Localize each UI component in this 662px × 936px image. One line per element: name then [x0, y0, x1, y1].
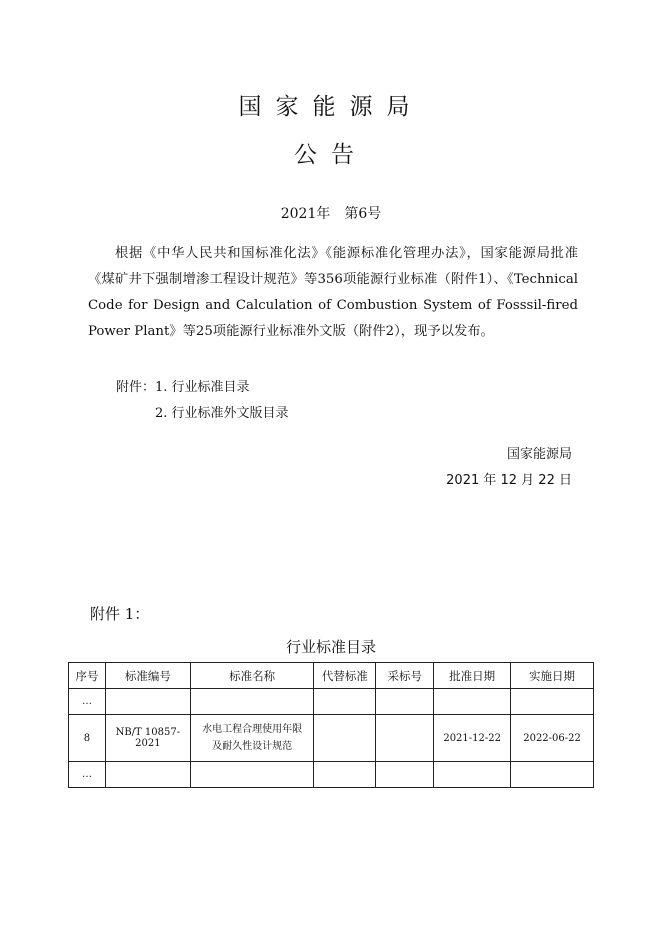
announcement-paragraph: 根据《中华人民共和国标准化法》《能源标准化管理办法》，国家能源局批准《煤矿井下强制增渗工程设计规范》等356项能源行业标准（附件1）、《Technical Code for Design and Calculation of Combustion System of Fosssil-fired Power Plant》等25项能源行业标准外文版（附件2），现予以发布。 — [88, 246, 592, 339]
cell-seq: 8 — [69, 715, 106, 762]
column-header: 序号 — [69, 663, 106, 689]
cell-approved — [434, 762, 511, 788]
cell-effective: 2022-06-22 — [511, 715, 594, 762]
attachment-item-1: 1. 行业标准目录 — [155, 380, 250, 395]
document-type-title: 公告 — [294, 142, 368, 168]
signature-org: 国家能源局 — [506, 447, 572, 462]
column-header: 代替标准 — [314, 663, 376, 689]
cell-seq: … — [69, 762, 106, 788]
cell-replaces — [314, 762, 376, 788]
cell-name-line-1: 水电工程合理使用年限 — [202, 724, 303, 735]
cell-name — [190, 762, 314, 788]
column-header: 标准名称 — [190, 663, 314, 689]
cell-code: NB/T 10857-2021 — [105, 715, 190, 762]
table-header-row — [69, 663, 594, 689]
issue-number: 2021年 第6号 — [280, 206, 382, 222]
column-header: 批准日期 — [434, 663, 511, 689]
table-row — [69, 762, 594, 788]
table-row — [69, 689, 594, 715]
agency-title: 国家能源局 — [238, 94, 424, 120]
attachment-item-2: 2. 行业标准外文版目录 — [155, 406, 289, 421]
cell-code — [105, 762, 190, 788]
attachments-label: 附件： — [116, 380, 156, 395]
cell-replaces — [314, 715, 376, 762]
column-header: 实施日期 — [511, 663, 594, 689]
cell-name-line-2: 及耐久性设计规范 — [212, 741, 293, 752]
cell-adopted — [376, 762, 434, 788]
annex-label: 附件 1： — [90, 605, 150, 623]
cell-name — [190, 715, 314, 762]
cell-effective — [511, 762, 594, 788]
cell-approved — [434, 689, 511, 715]
table-title: 行业标准目录 — [285, 638, 376, 656]
cell-name — [190, 689, 314, 715]
cell-seq: … — [69, 689, 106, 715]
cell-replaces — [314, 689, 376, 715]
cell-approved: 2021-12-22 — [434, 715, 511, 762]
signature-date: 2021 年 12 月 22 日 — [446, 473, 572, 488]
column-header: 标准编号 — [105, 663, 190, 689]
standards-table — [68, 662, 594, 788]
table-row — [69, 715, 594, 762]
column-header: 采标号 — [376, 663, 434, 689]
cell-code — [105, 689, 190, 715]
cell-adopted — [376, 689, 434, 715]
cell-adopted — [376, 715, 434, 762]
cell-effective — [511, 689, 594, 715]
